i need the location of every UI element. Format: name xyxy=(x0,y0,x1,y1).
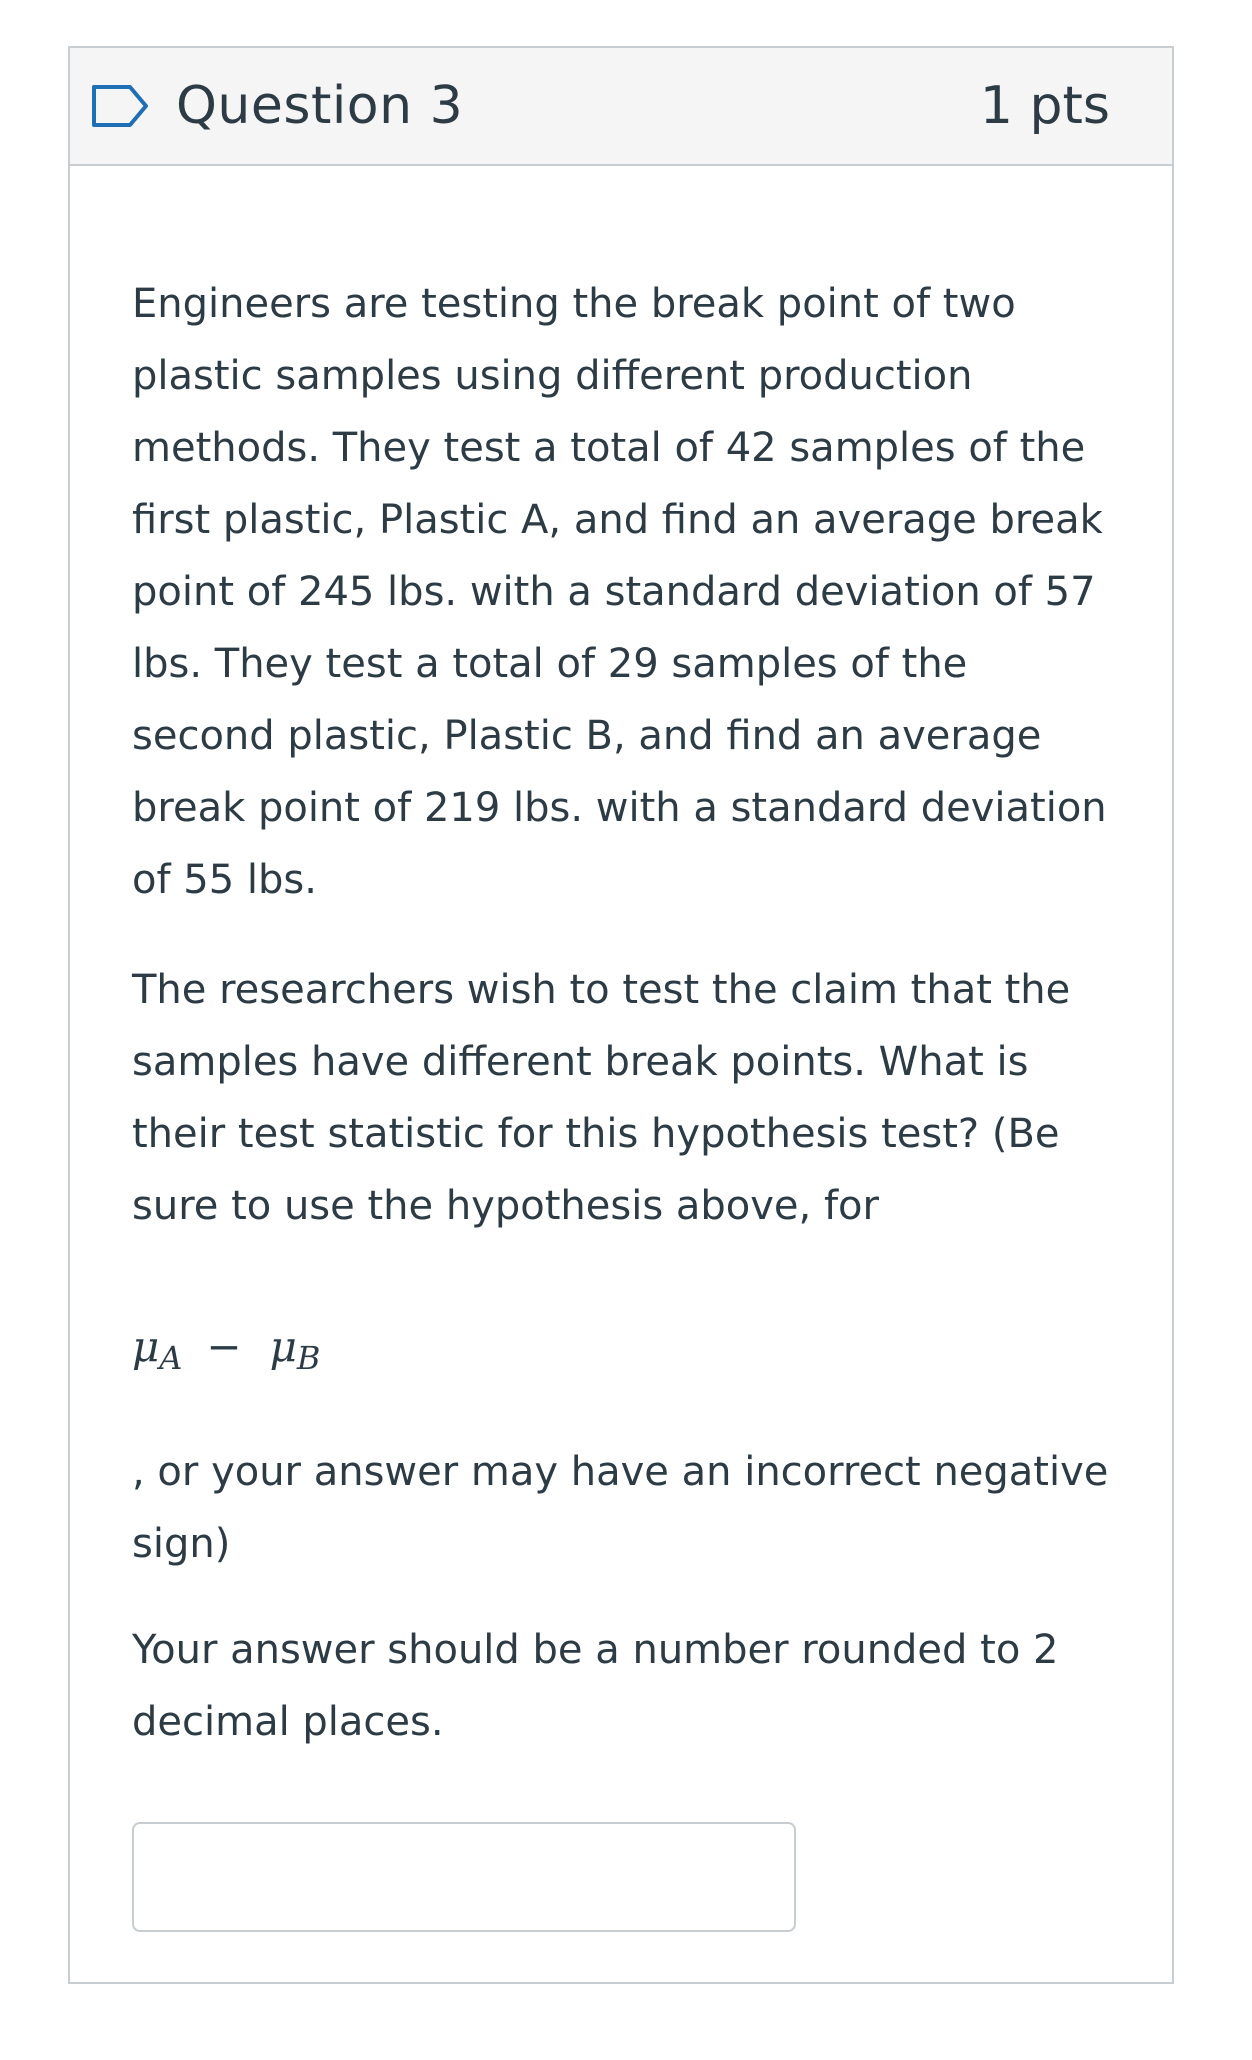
math-expression xyxy=(132,1322,1112,1382)
question-card xyxy=(68,46,1174,1984)
question-text-after-math: , or your answer may have an incorrect negative sign) xyxy=(132,1449,1109,1567)
question-body xyxy=(70,166,1172,1932)
question-instruction: Your answer should be a number rounded to 2 decimal places. xyxy=(132,1627,1059,1745)
question-header xyxy=(70,48,1172,166)
answer-input[interactable] xyxy=(132,1822,796,1932)
question-points: 1 pts xyxy=(979,76,1110,136)
math-subscript-b: B xyxy=(296,1339,321,1377)
question-text-paragraph: The researchers wish to test the claim that the samples have different break points. What is their test statistic for this hypothesis test? (Be sure to use the hypothesis above, for xyxy=(132,967,1071,1229)
math-subscript-a: A xyxy=(159,1339,183,1377)
math-mu-a: μ xyxy=(132,1322,160,1371)
question-title: Question 3 xyxy=(176,76,464,136)
flag-outline-icon[interactable] xyxy=(90,81,154,131)
math-mu-b: μ xyxy=(269,1322,297,1371)
question-header-left xyxy=(90,76,463,136)
math-minus: − xyxy=(206,1322,242,1371)
question-text-paragraph: Engineers are testing the break point of two plastic samples using different production methods. They test a total of 42 samples of the first plastic, Plastic A, and find an average break point of 245 lbs. with a standard deviation of 57 lbs. They test a total of 29 samples of the second plastic, Plastic B, and find an average break point of 219 lbs. with a standard deviation of 55 lbs. xyxy=(132,281,1107,903)
